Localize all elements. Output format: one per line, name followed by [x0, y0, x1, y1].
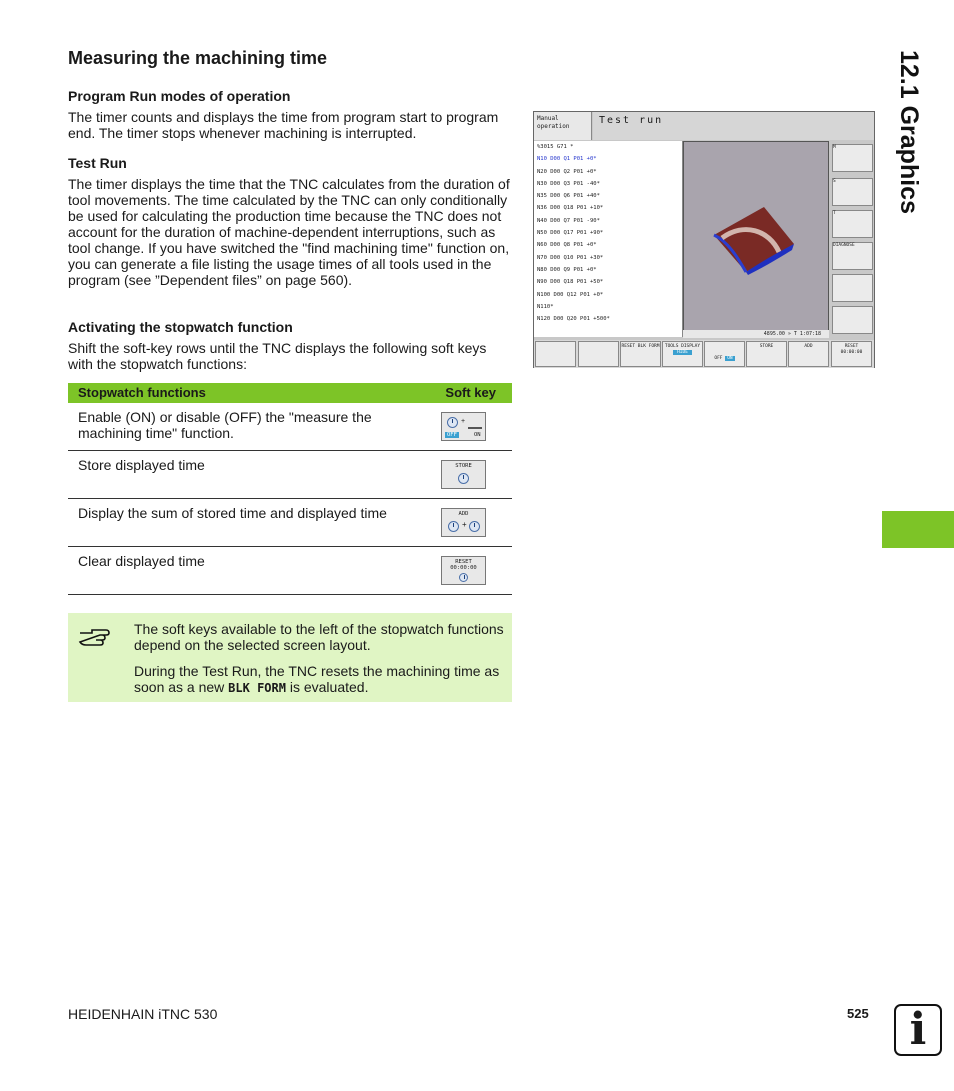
row-description: Store displayed time — [78, 457, 205, 473]
soft-key-row — [534, 340, 874, 368]
program-line: N120 D00 Q20 P01 +500* — [537, 316, 610, 323]
tnc-screenshot — [533, 111, 875, 368]
program-line: N100 D00 Q12 P01 +0* — [537, 291, 604, 298]
side-key-empty-1[interactable] — [832, 274, 873, 302]
program-line: N110* — [537, 303, 554, 310]
machine-icon — [468, 415, 482, 429]
program-line: N20 D00 Q2 P01 +0* — [537, 168, 597, 175]
section-title: Measuring the machining time — [68, 48, 328, 68]
softkey-measure-on-off: + OFF ON — [441, 412, 486, 441]
softkey-reset[interactable]: RESET 00:00:00 — [831, 341, 872, 367]
program-line: N90 D00 Q18 P01 +50* — [537, 279, 604, 286]
side-key-s[interactable]: S — [832, 178, 873, 206]
header-stopwatch-functions: Stopwatch functions — [78, 385, 206, 400]
clock-icon — [447, 417, 458, 428]
softkey-off-on[interactable]: OFF ON — [704, 341, 745, 367]
chapter-tab — [882, 511, 954, 548]
program-line: N60 D00 Q8 P01 +0* — [537, 242, 597, 249]
test-run-heading: Test Run — [68, 155, 127, 171]
note-paragraph-2: During the Test Run, the TNC resets the machining time as soon as a new BLK FORM is evaluated. — [134, 663, 500, 695]
note-paragraph-1: The soft keys available to the left of the stopwatch functions depend on the selected screen layout. — [134, 621, 504, 653]
code-blk-form: BLK FORM — [228, 681, 286, 695]
side-key-t[interactable]: T — [832, 210, 873, 238]
table-row — [68, 547, 512, 595]
clock-icon — [469, 521, 480, 532]
program-line: N36 D00 Q18 P01 +10* — [537, 205, 604, 212]
table-row — [68, 499, 512, 547]
graphics-view — [683, 141, 829, 337]
clock-icon — [458, 473, 469, 484]
program-line: N35 D00 Q6 P01 +40* — [537, 193, 600, 200]
program-line: N40 D00 Q7 P01 -90* — [537, 217, 600, 224]
stopwatch-text: Shift the soft-key rows until the TNC displays the following soft keys with the stopwatch functions: — [68, 340, 487, 372]
program-line: N50 D00 Q17 P01 +90* — [537, 230, 604, 237]
program-run-heading: Program Run modes of operation — [68, 88, 291, 104]
program-line: N70 D00 Q10 P01 +30* — [537, 254, 604, 261]
program-line: N10 D00 Q1 P01 +0* — [537, 156, 597, 163]
softkey-3d-icon[interactable] — [578, 341, 619, 367]
softkey-tools-display[interactable]: TOOLS DISPLAY HIDE — [662, 341, 703, 367]
row-description: Enable (ON) or disable (OFF) the "measure the machining time" function. — [78, 409, 372, 441]
footer-manual-title: HEIDENHAIN iTNC 530 — [68, 1006, 218, 1022]
side-key-m[interactable]: M — [832, 144, 873, 172]
table-header — [68, 383, 512, 403]
plus-icon: + — [461, 418, 466, 425]
mode-manual-operation: Manual operation — [534, 112, 592, 140]
row-description: Display the sum of stored time and displayed time — [78, 505, 387, 521]
note-box — [68, 613, 512, 702]
stopwatch-heading: Activating the stopwatch function — [68, 319, 293, 335]
info-icon: i — [894, 1004, 942, 1056]
page-number: 525 — [847, 1006, 869, 1021]
side-key-empty-2[interactable] — [832, 306, 873, 334]
program-line: %3015 G71 * — [537, 144, 574, 150]
program-listing — [534, 141, 683, 337]
header-soft-key: Soft key — [445, 385, 496, 400]
program-line: N80 D00 Q9 P01 +0* — [537, 266, 597, 273]
softkey-add: ADD + — [441, 508, 486, 537]
softkey-view-icon[interactable] — [535, 341, 576, 367]
side-section-title: 12.1 Graphics — [895, 50, 923, 214]
softkey-add[interactable]: ADD — [788, 341, 829, 367]
clock-icon — [448, 521, 459, 532]
program-run-text: The timer counts and displays the time from program start to program end. The timer stops whenever machining is interrupted. — [68, 109, 499, 141]
workpiece-graphic — [684, 142, 828, 330]
row-description: Clear displayed time — [78, 553, 205, 569]
table-row — [68, 403, 512, 451]
pointing-hand-icon — [78, 623, 110, 649]
plus-icon: + — [462, 520, 467, 529]
softkey-reset: RESET 00:00:00 — [441, 556, 486, 585]
side-key-diagnose[interactable]: DIAGNOSE — [832, 242, 873, 270]
test-run-text: The timer displays the time that the TNC calculates from the duration of tool movements. The time calculated by the TNC can only conditionally be used for calculating the production time because the TNC does not account for the duration of machine-dependent interruptions, such as tool change. If you have switched the "find machining time" function on, you can generate a file listing the usage times of all tools used in the program (see ”Dependent files” on page 560). — [68, 176, 510, 288]
mode-test-run: Test run — [593, 112, 874, 140]
table-row — [68, 451, 512, 499]
program-line: N30 D00 Q3 P01 -40* — [537, 180, 600, 187]
clock-icon — [459, 573, 468, 582]
softkey-store[interactable]: STORE — [746, 341, 787, 367]
softkey-reset-blk-form[interactable]: RESET BLK FORM — [620, 341, 661, 367]
softkey-store: STORE — [441, 460, 486, 489]
stopwatch-table — [68, 383, 512, 595]
status-readout: 4895.00 » T 1:07:18 — [683, 330, 829, 338]
